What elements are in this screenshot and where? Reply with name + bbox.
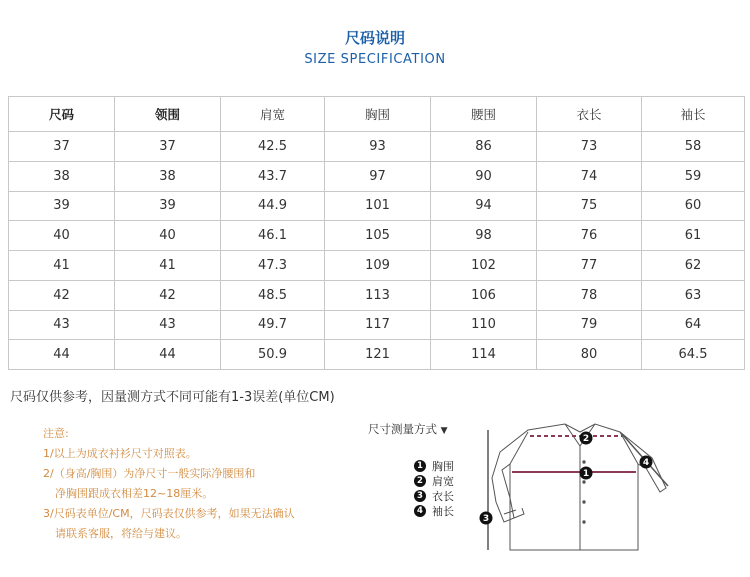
table-cell: 64.5 [642, 340, 745, 370]
measurement-lines [488, 430, 668, 550]
notes-line: 3/尺码表单位/CM，尺码表仅供参考，如果无法确认 [43, 507, 295, 520]
table-cell: 77 [537, 251, 642, 281]
table-row [9, 161, 745, 191]
table-row [9, 280, 745, 310]
legend-label: 肩宽 [432, 474, 454, 488]
table-cell: 109 [325, 251, 431, 281]
table-cell: 75 [537, 191, 642, 221]
table-cell: 121 [325, 340, 431, 370]
legend-item-chest [414, 458, 454, 473]
table-cell: 114 [431, 340, 537, 370]
table-cell: 97 [325, 161, 431, 191]
table-header-row [9, 97, 745, 132]
table-cell: 105 [325, 221, 431, 251]
svg-text:4: 4 [642, 458, 650, 468]
table-cell: 41 [115, 251, 221, 281]
table-cell: 60 [642, 191, 745, 221]
table-cell: 93 [325, 132, 431, 162]
header-size: 尺码 [9, 97, 115, 132]
legend-item-shoulder [414, 473, 454, 488]
shirt-diagram [470, 418, 690, 558]
header-length: 衣长 [537, 97, 642, 132]
table-cell: 39 [9, 191, 115, 221]
table-cell: 42.5 [221, 132, 325, 162]
header-waist: 腰围 [431, 97, 537, 132]
table-cell: 63 [642, 280, 745, 310]
number-3-icon: 3 [414, 490, 426, 502]
header-chest: 胸围 [325, 97, 431, 132]
legend-item-length [414, 488, 454, 503]
table-cell: 43 [9, 310, 115, 340]
header-sleeve: 袖长 [642, 97, 745, 132]
notes-block [43, 424, 295, 544]
triangle-down-icon: ▼ [440, 426, 448, 436]
table-cell: 58 [642, 132, 745, 162]
table-row [9, 310, 745, 340]
table-cell: 44 [115, 340, 221, 370]
size-table [8, 96, 745, 370]
shirt-outline [492, 424, 666, 550]
table-cell: 117 [325, 310, 431, 340]
measure-method-title [368, 421, 448, 437]
header-collar: 领围 [115, 97, 221, 132]
table-row [9, 132, 745, 162]
legend-label: 衣长 [432, 489, 454, 503]
table-cell: 41 [9, 251, 115, 281]
table-row [9, 340, 745, 370]
table-cell: 42 [115, 280, 221, 310]
table-cell: 79 [537, 310, 642, 340]
measure-legend [414, 458, 454, 518]
table-cell: 37 [115, 132, 221, 162]
table-cell: 86 [431, 132, 537, 162]
table-cell: 59 [642, 161, 745, 191]
table-cell: 37 [9, 132, 115, 162]
table-cell: 44 [9, 340, 115, 370]
table-cell: 110 [431, 310, 537, 340]
table-cell: 73 [537, 132, 642, 162]
table-row [9, 191, 745, 221]
table-cell: 40 [9, 221, 115, 251]
markers [480, 432, 653, 525]
measurement-note: 尺码仅供参考，因量测方式不同可能有1-3误差(单位CM) [10, 390, 335, 405]
legend-label: 袖长 [432, 504, 454, 518]
notes-heading: 注意: [43, 427, 69, 440]
table-row [9, 251, 745, 281]
table-cell: 47.3 [221, 251, 325, 281]
table-cell: 74 [537, 161, 642, 191]
svg-text:2: 2 [582, 434, 590, 444]
table-cell: 61 [642, 221, 745, 251]
table-cell: 48.5 [221, 280, 325, 310]
table-cell: 90 [431, 161, 537, 191]
number-2-icon: 2 [414, 475, 426, 487]
table-cell: 102 [431, 251, 537, 281]
table-cell: 38 [115, 161, 221, 191]
table-cell: 42 [9, 280, 115, 310]
table-cell: 38 [9, 161, 115, 191]
table-cell: 49.7 [221, 310, 325, 340]
table-cell: 94 [431, 191, 537, 221]
table-cell: 46.1 [221, 221, 325, 251]
notes-line: 1/以上为成衣衬衫尺寸对照表。 [43, 447, 197, 460]
table-cell: 101 [325, 191, 431, 221]
number-4-icon: 4 [414, 505, 426, 517]
table-cell: 62 [642, 251, 745, 281]
table-cell: 40 [115, 221, 221, 251]
table-cell: 113 [325, 280, 431, 310]
table-cell: 50.9 [221, 340, 325, 370]
number-1-icon: 1 [414, 460, 426, 472]
notes-line: 2/（身高/胸围）为净尺寸一般实际净腰围和 [43, 467, 256, 480]
table-cell: 43 [115, 310, 221, 340]
title-en: SIZE SPECIFICATION [304, 52, 446, 67]
table-cell: 43.7 [221, 161, 325, 191]
title-zh: 尺码说明 [344, 29, 405, 47]
measure-method-label: 尺寸测量方式 [368, 422, 437, 436]
table-cell: 64 [642, 310, 745, 340]
table-cell: 80 [537, 340, 642, 370]
table-cell: 76 [537, 221, 642, 251]
table-cell: 106 [431, 280, 537, 310]
notes-line: 净胸围跟成衣相差12~18厘米。 [55, 487, 214, 500]
table-cell: 39 [115, 191, 221, 221]
svg-text:1: 1 [582, 469, 590, 479]
svg-text:3: 3 [482, 514, 490, 524]
table-cell: 78 [537, 280, 642, 310]
header-shoulder: 肩宽 [221, 97, 325, 132]
legend-item-sleeve [414, 503, 454, 518]
table-row [9, 221, 745, 251]
table-cell: 98 [431, 221, 537, 251]
table-cell: 44.9 [221, 191, 325, 221]
notes-line: 请联系客服，将给与建议。 [55, 527, 187, 540]
legend-label: 胸围 [432, 459, 454, 473]
